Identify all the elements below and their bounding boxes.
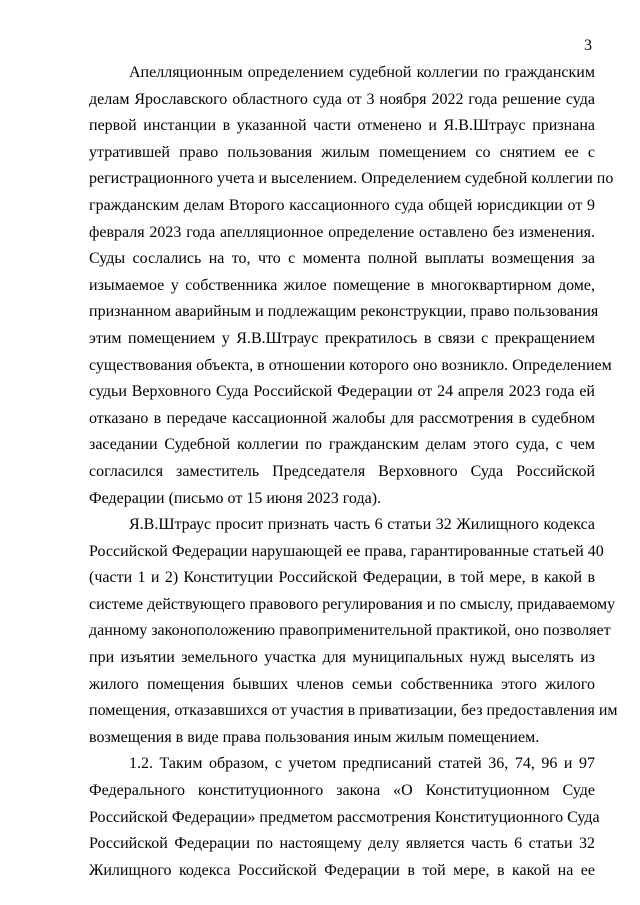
text-line: Федерального конституционного закона «О Конституционном Суде bbox=[89, 782, 595, 800]
paragraph-appeal-history bbox=[89, 60, 614, 512]
text-line: Российской Федерации по настоящему делу является часть 6 статьи 32 bbox=[89, 835, 595, 853]
document-body bbox=[89, 60, 618, 884]
text-line: февраля 2023 года апелляционное определение оставлено без изменения. bbox=[89, 223, 595, 241]
text-line: регистрационного учета и выселением. Определением судебной коллегии по bbox=[89, 170, 614, 188]
text-line: Федерации (письмо от 15 июня 2023 года). bbox=[89, 489, 382, 507]
text-line: Российской Федерации нарушающей ее права, гарантированные статьей 40 bbox=[89, 542, 604, 560]
text-line: утратившей право пользования жилым помещением со снятием ее с bbox=[89, 143, 595, 161]
text-line: этим помещением у Я.В.Штраус прекратилось в связи с прекращением bbox=[89, 329, 595, 347]
text-line: гражданским делам Второго кассационного суда общей юрисдикции от 9 bbox=[89, 196, 595, 214]
text-line: делам Ярославского областного суда от 3 ноября 2022 года решение суда bbox=[89, 90, 595, 108]
text-line: существования объекта, в отношении которого оно возникло. Определением bbox=[89, 356, 612, 374]
page-number: 3 bbox=[584, 37, 592, 54]
text-line: отказано в передаче кассационной жалобы для рассмотрения в судебном bbox=[89, 409, 595, 427]
paragraph-subject-of-review bbox=[89, 751, 600, 884]
text-line: жилого помещения бывших членов семьи собственника этого жилого bbox=[89, 675, 595, 693]
text-line: судьи Верховного Суда Российской Федерации от 24 апреля 2023 года ей bbox=[89, 383, 595, 401]
text-line: при изъятии земельного участка для муниципальных нужд выселять из bbox=[89, 649, 595, 667]
text-line: 1.2. Таким образом, с учетом предписаний статей 36, 74, 96 и 97 bbox=[129, 755, 595, 773]
text-line: первой инстанции в указанной части отменено и Я.В.Штраус признана bbox=[89, 117, 595, 135]
text-line: системе действующего правового регулирования и по смыслу, придаваемому bbox=[89, 595, 616, 613]
text-line: Жилищного кодекса Российской Федерации в той мере, в какой на ее bbox=[89, 861, 595, 879]
text-line: данному законоположению правоприменительной практикой, оно позволяет bbox=[89, 622, 611, 640]
text-line: Российской Федерации» предметом рассмотрения Конституционного Суда bbox=[89, 808, 600, 826]
text-line: Апелляционным определением судебной коллегии по гражданским bbox=[129, 64, 595, 81]
text-line: Я.В.Штраус просит признать часть 6 статьи 32 Жилищного кодекса bbox=[129, 516, 595, 534]
text-line: изымаемое у собственника жилое помещение в многоквартирном доме, bbox=[89, 276, 595, 294]
text-line: признанном аварийным и подлежащим реконструкции, право пользования bbox=[89, 303, 599, 321]
text-line: возмещения в виде права пользования иным жилым помещением. bbox=[89, 728, 540, 746]
text-line: согласился заместитель Председателя Верховного Суда Российской bbox=[89, 462, 595, 480]
paragraph-complaint bbox=[89, 512, 618, 751]
text-line: заседании Судебной коллегии по гражданским делам этого суда, с чем bbox=[89, 436, 595, 454]
text-line: Суды сослались на то, что с момента полной выплаты возмещения за bbox=[89, 250, 595, 268]
text-line: (части 1 и 2) Конституции Российской Федерации, в той мере, в какой в bbox=[89, 569, 595, 587]
text-line: помещения, отказавшихся от участия в приватизации, без предоставления им bbox=[89, 702, 618, 720]
